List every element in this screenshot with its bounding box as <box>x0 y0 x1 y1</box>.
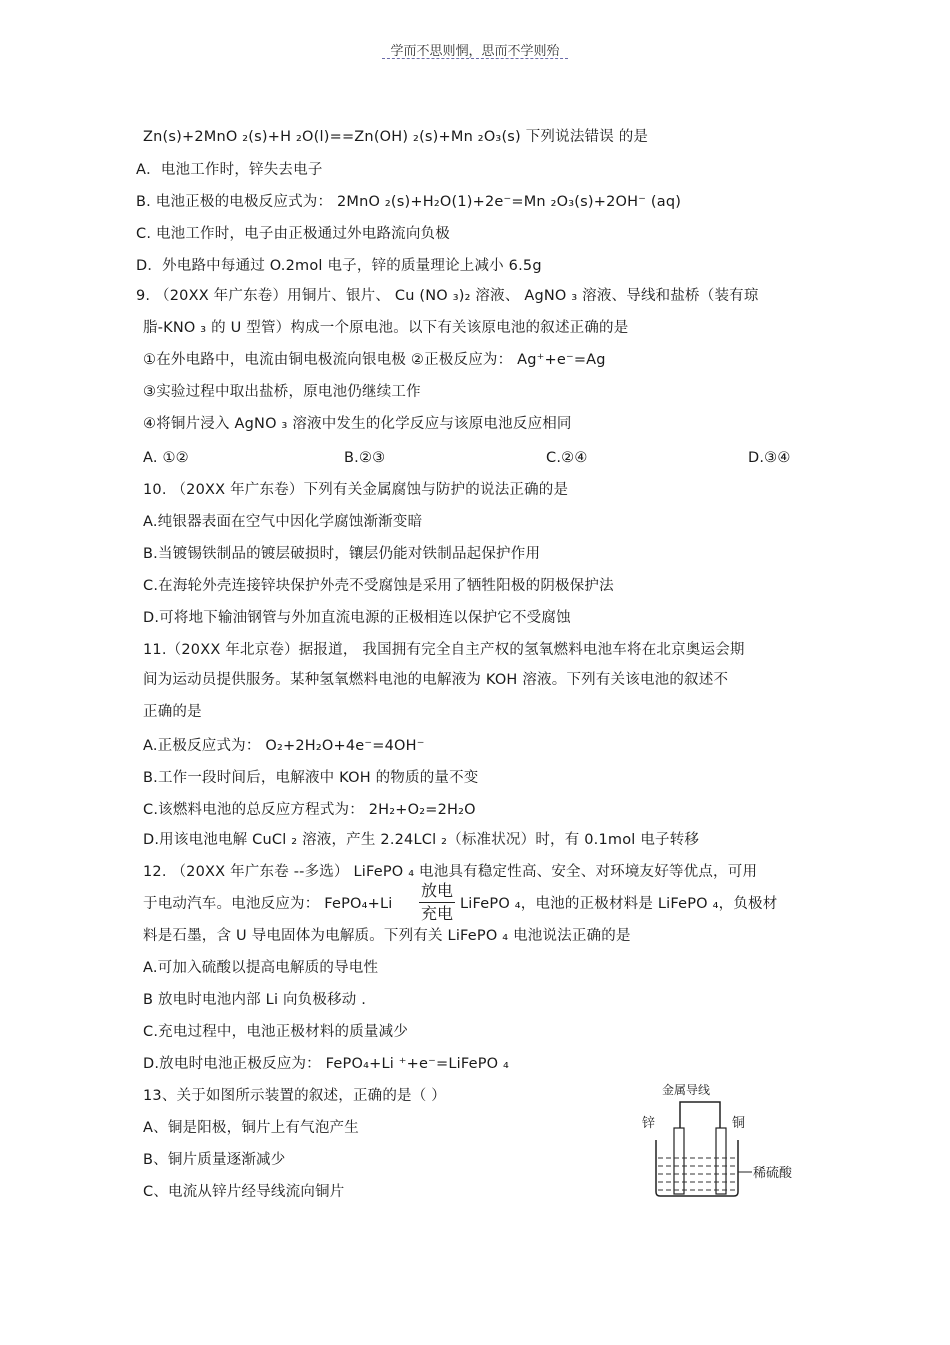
question-11-option-d: D.用该电池电解 CuCl ₂ 溶液，产生 2.24LCl ₂（标准状况）时，有 0.1mol 电子转移 <box>143 832 700 848</box>
galvanic-cell-svg <box>640 1080 830 1200</box>
question-10-option-d: D.可将地下输油钢管与外加直流电源的正极相连以保护它不受腐蚀 <box>143 610 571 626</box>
question-9-option-c: C.②④ <box>546 450 588 466</box>
question-9-option-a: A. ①② <box>143 450 189 466</box>
question-9-line-1: 9. （20XX 年广东卷）用铜片、银片、 Cu (NO ₃)₂ 溶液、 AgNO ₃ 溶液、导线和盐桥（装有琼 <box>136 288 759 304</box>
header-divider <box>382 58 568 59</box>
question-13-title: 13、关于如图所示装置的叙述，正确的是（ ） <box>143 1088 446 1104</box>
question-10-option-c: C.在海轮外壳连接锌块保护外壳不受腐蚀是采用了牺牲阳极的阴极保护法 <box>143 578 614 594</box>
liquid-label: 稀硫酸 <box>753 1166 793 1181</box>
question-11-line-1: 11.（20XX 年北京卷）据报道， 我国拥有完全自主产权的氢氧燃料电池车将在北京奥运会期 <box>143 642 745 658</box>
question-10-option-a: A.纯银器表面在空气中因化学腐蚀渐渐变暗 <box>143 514 423 530</box>
question-9-line-2: 脂-KNO ₃ 的 U 型管）构成一个原电池。以下有关该原电池的叙述正确的是 <box>143 320 629 336</box>
question-11-option-b: B.工作一段时间后，电解液中 KOH 的物质的量不变 <box>143 770 479 786</box>
option-b: B. 电池正极的电极反应式为： 2MnO ₂(s)+H₂O(1)+2e⁻=Mn ₂O₃(s)+2OH⁻ (aq) <box>136 194 682 210</box>
question-12-line-1: 12. （20XX 年广东卷 --多选） LiFePO ₄ 电池具有稳定性高、安全、对环境友好等优点，可用 <box>143 864 758 880</box>
page-header: 学而不思则惘，思而不学则殆 <box>390 44 560 59</box>
question-12-option-a: A.可加入硫酸以提高电解质的导电性 <box>143 960 379 976</box>
wire-label: 金属导线 <box>662 1083 711 1097</box>
fraction-bottom: 充电 <box>420 904 453 923</box>
zinc-electrode <box>674 1128 684 1194</box>
question-12-line-3: 料是石墨，含 U 导电固体为电解质。下列有关 LiFePO ₄ 电池说法正确的是 <box>143 928 631 944</box>
question-12-option-d: D.放电时电池正极反应为： FePO₄+Li ⁺+e⁻=LiFePO ₄ <box>143 1056 510 1072</box>
galvanic-cell-figure <box>640 1080 830 1204</box>
question-12-option-b: B 放电时电池内部 Li 向负极移动 . <box>143 992 367 1008</box>
option-a: A．电池工作时，锌失去电子 <box>136 162 323 178</box>
question-9-statement-4: ④将铜片浸入 AgNO ₃ 溶液中发生的化学反应与该原电池反应相同 <box>143 416 572 432</box>
question-11-option-a: A.正极反应式为： O₂+2H₂O+4e⁻=4OH⁻ <box>143 738 425 754</box>
question-9-option-b: B.②③ <box>344 450 386 466</box>
question-11-line-3: 正确的是 <box>143 704 202 720</box>
charge-discharge-fraction <box>419 880 455 925</box>
question-11-option-c: C.该燃料电池的总反应方程式为： 2H₂+O₂=2H₂O <box>143 802 476 818</box>
copper-label: 铜 <box>732 1116 746 1131</box>
question-10-title: 10. （20XX 年广东卷）下列有关金属腐蚀与防护的说法正确的是 <box>143 482 569 498</box>
question-13-option-c: C、电流从锌片经导线流向铜片 <box>143 1184 345 1200</box>
zinc-label: 锌 <box>642 1116 656 1131</box>
option-c: C. 电池工作时，电子由正极通过外电路流向负极 <box>136 226 450 242</box>
question-9-option-d: D.③④ <box>748 450 791 466</box>
reaction-line: Zn(s)+2MnO ₂(s)+H ₂O(l)==Zn(OH) ₂(s)+Mn ₂O₃(s) 下列说法错误 的是 <box>143 129 649 145</box>
question-9-statement-3: ③实验过程中取出盐桥，原电池仍继续工作 <box>143 384 421 400</box>
question-13-option-b: B、铜片质量逐渐减少 <box>143 1152 286 1168</box>
question-13-option-a: A、铜是阳极，铜片上有气泡产生 <box>143 1120 359 1136</box>
question-12-line-2-end: LiFePO ₄，电池的正极材料是 LiFePO ₄，负极材 <box>460 896 778 912</box>
copper-electrode <box>716 1128 726 1194</box>
question-9-statement-1-2: ①在外电路中，电流由铜电极流向银电极 ②正极反应为： Ag⁺+e⁻=Ag <box>143 352 606 368</box>
fraction-top: 放电 <box>420 881 453 900</box>
option-d: D．外电路中每通过 O.2mol 电子，锌的质量理论上减小 6.5g <box>136 258 542 274</box>
question-12-line-2-start: 于电动汽车。电池反应为： FePO₄+Li <box>143 896 393 912</box>
question-12-option-c: C.充电过程中，电池正极材料的质量减少 <box>143 1024 409 1040</box>
wire-shape <box>680 1102 720 1128</box>
question-10-option-b: B.当镀锡铁制品的镀层破损时，镶层仍能对铁制品起保护作用 <box>143 546 541 562</box>
question-11-line-2: 间为运动员提供服务。某种氢氧燃料电池的电解液为 KOH 溶液。下列有关该电池的叙述不 <box>143 672 729 688</box>
